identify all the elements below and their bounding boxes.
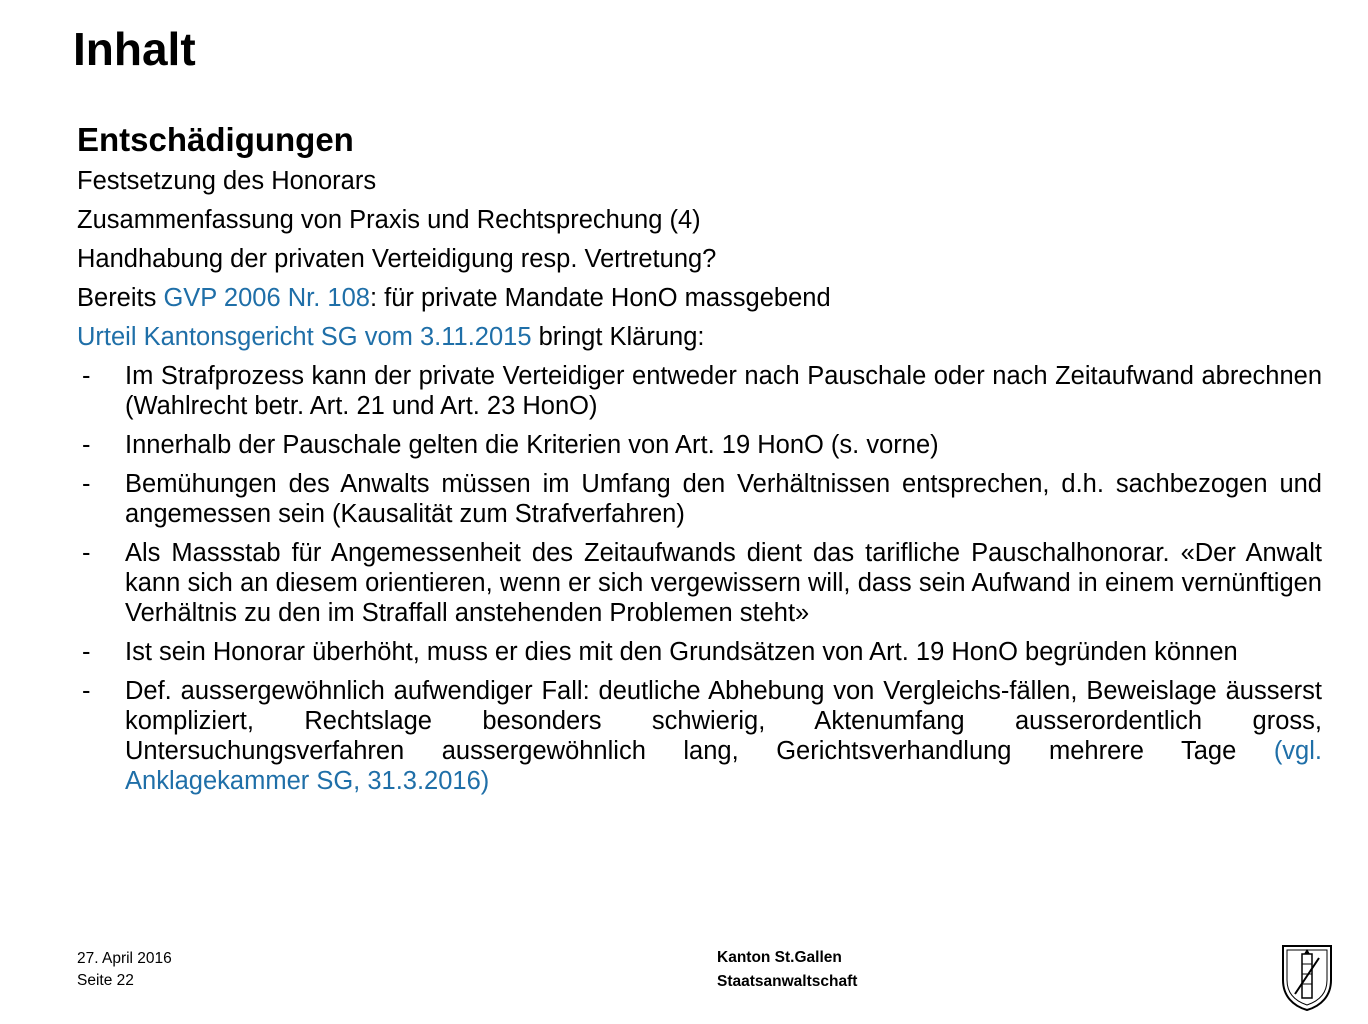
bullet-dash: - [82,539,91,567]
bullet-item-bemuehungen [77,469,1322,529]
slide-content [77,118,1322,805]
bullet-text: Def. aussergewöhnlich aufwendiger Fall: deutliche Abhebung von Vergleichs-fällen, Beweislage äusserst kompliziert, Rechtslage besonders schwierig, Aktenumfang ausserordentlich gross, Untersuchungsverfahren aussergewöhnlich lang, Gerichtsverhandlung mehrere Tage [125,677,1322,765]
footer-organization [717,946,857,994]
gvp-link[interactable]: GVP 2006 Nr. 108 [163,284,370,312]
urteil-suffix: bringt Klärung: [531,323,705,351]
bullet-text: Im Strafprozess kann der private Verteidiger entweder nach Pauschale oder nach Zeitaufwand abrechnen (Wahlrecht betr. Art. 21 und Art. 23 HonO) [125,362,1322,420]
footer-left [77,948,172,992]
bullet-item-massstab [77,538,1322,628]
paragraph-festsetzung: Festsetzung des Honorars [77,167,377,195]
footer-date: 27. April 2016 [77,950,172,967]
kanton-st-gallen-crest-icon [1281,944,1333,1012]
bullet-dash: - [82,362,91,390]
bullet-dash: - [82,431,91,459]
bullet-dash: - [82,638,91,666]
slide-title: Inhalt [73,23,196,75]
section-heading: Entschädigungen [77,121,354,158]
bullet-list [77,361,1322,796]
paragraph-handhabung: Handhabung der privaten Verteidigung resp. Vertretung? [77,245,717,273]
paragraph-gvp [77,283,1322,313]
footer-org-name: Kanton St.Gallen [717,949,842,966]
gvp-suffix: : für private Mandate HonO massgebend [369,284,831,312]
gvp-prefix: Bereits [77,284,164,312]
bullet-text: Als Massstab für Angemessenheit des Zeitaufwands dient das tarifliche Pauschalhonorar. «Der Anwalt kann sich an diesem orientieren, wenn er sich vergewissern will, dass sein Aufwand in einem vernünftigen Verhältnis zu den im Straffall anstehenden Problemen steht» [125,539,1322,627]
bullet-text: Ist sein Honorar überhöht, muss er dies mit den Grundsätzen von Art. 19 HonO begründen können [125,638,1238,666]
bullet-item-pauschale [77,430,1322,460]
paragraph-zusammenfassung: Zusammenfassung von Praxis und Rechtsprechung (4) [77,206,701,234]
footer-page-number: Seite 22 [77,972,134,989]
paragraph-urteil [77,322,1322,352]
bullet-item-honorar-ueberhoeht [77,637,1322,667]
bullet-item-aufwendiger-fall [77,676,1322,796]
bullet-text: Innerhalb der Pauschale gelten die Kriterien von Art. 19 HonO (s. vorne) [125,431,939,459]
bullet-dash: - [82,677,91,705]
bullet-text: Bemühungen des Anwalts müssen im Umfang den Verhältnissen entsprechen, d.h. sachbezogen und angemessen sein (Kausalität zum Strafverfahren) [125,470,1322,528]
bullet-item-wahlrecht [77,361,1322,421]
urteil-link[interactable]: Urteil Kantonsgericht SG vom 3.11.2015 [77,323,532,351]
anklagekammer-link[interactable]: (vgl. Anklagekammer SG, 31.3.2016) [125,737,1322,795]
footer-department: Staatsanwaltschaft [717,973,858,990]
bullet-dash: - [82,470,91,498]
